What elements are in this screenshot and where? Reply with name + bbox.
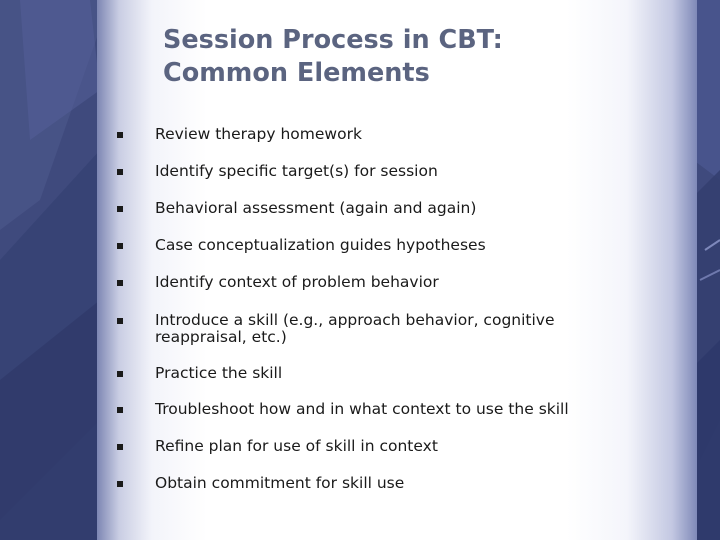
- bullet-text: Practice the skill: [155, 364, 283, 382]
- bullet-text: Review therapy homework: [155, 125, 362, 143]
- bullet-square-icon: [117, 280, 123, 286]
- title-line-2: Common Elements: [163, 58, 430, 88]
- bullet-text: Identify specific target(s) for session: [155, 162, 438, 180]
- slide-title: [163, 24, 503, 90]
- bullet-text: Obtain commitment for skill use: [155, 474, 405, 492]
- bullet-square-icon: [117, 318, 123, 324]
- bullet-square-icon: [117, 169, 123, 175]
- bullet-text: Troubleshoot how and in what context to use the skill: [155, 400, 569, 418]
- bullet-text: Behavioral assessment (again and again): [155, 199, 477, 217]
- bullet-square-icon: [117, 243, 123, 249]
- bullet-text: Introduce a skill (e.g., approach behavior, cognitive reappraisal, etc.): [155, 311, 555, 346]
- bullet-text: Identify context of problem behavior: [155, 273, 439, 291]
- bullet-square-icon: [117, 206, 123, 212]
- bullet-text: Refine plan for use of skill in context: [155, 437, 438, 455]
- bullet-square-icon: [117, 407, 123, 413]
- bullet-square-icon: [117, 371, 123, 377]
- bullet-square-icon: [117, 481, 123, 487]
- bullet-square-icon: [117, 444, 123, 450]
- title-line-1: Session Process in CBT:: [163, 25, 503, 55]
- bullet-text: Case conceptualization guides hypotheses: [155, 236, 486, 254]
- bullet-square-icon: [117, 132, 123, 138]
